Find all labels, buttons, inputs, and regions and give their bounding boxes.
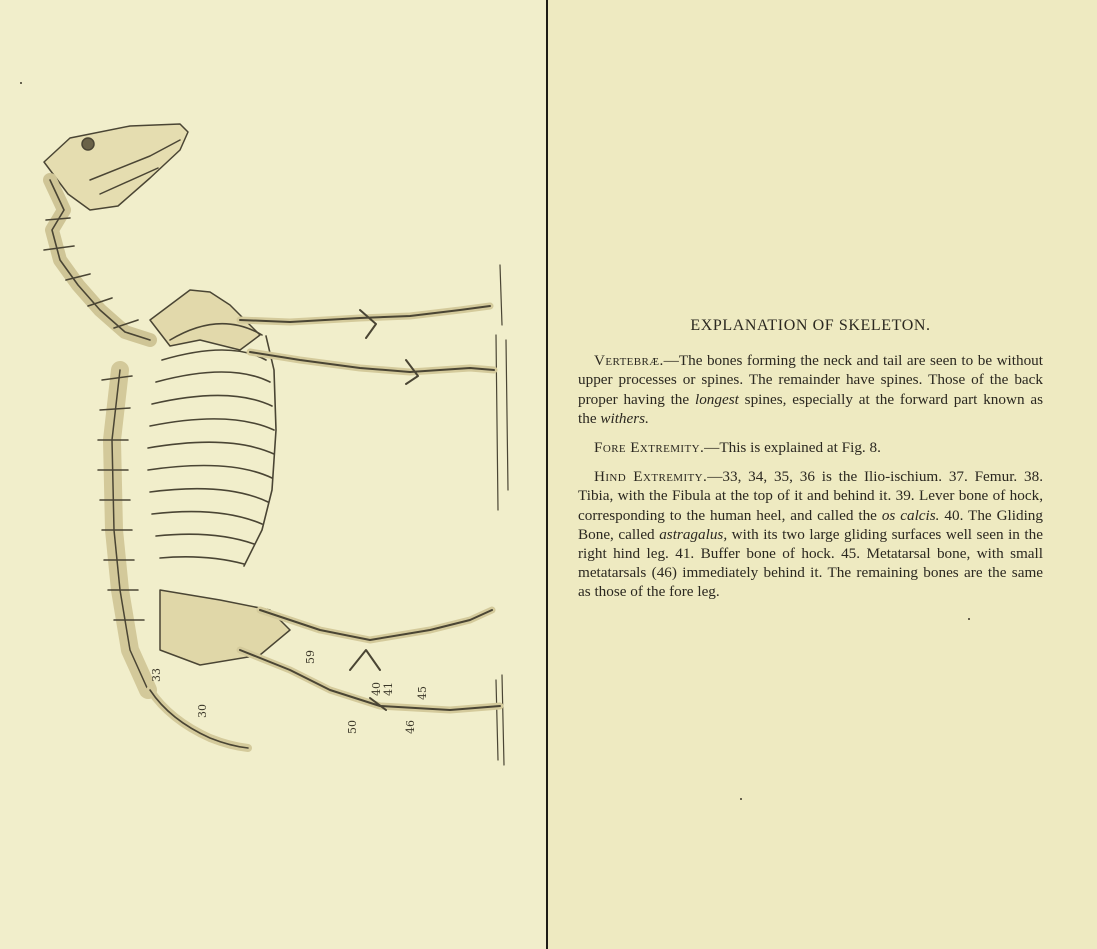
paragraph-hind-extremity xyxy=(578,467,1043,601)
paragraph-text: with its two large gliding surfaces well seen in the right hind leg. 41. Buffer bone of hock. 45. Metatarsal bone, with small metatarsals (46) immediately behind it. The remaining bones are the same as those of the fore leg. xyxy=(578,525,1043,601)
hind-legs xyxy=(160,590,500,710)
paragraph-text: —The bones forming the neck and tail are seen to be without upper processes or spines. The remainder have spines. Those of the back proper having the xyxy=(578,352,1043,408)
explanation-title: EXPLANATION OF SKELETON. xyxy=(690,317,931,334)
explanation-text xyxy=(578,316,1043,612)
left-page xyxy=(0,0,546,949)
bone-label: 30 xyxy=(196,704,209,718)
bone-label: 41 xyxy=(382,682,395,696)
emphasis-text: withers. xyxy=(600,409,649,427)
emphasis-text: longest xyxy=(694,390,739,408)
right-page xyxy=(548,0,1097,949)
ink-speck xyxy=(20,82,22,84)
bone-label: 50 xyxy=(346,720,359,734)
bone-label: 59 xyxy=(304,650,317,664)
spine xyxy=(98,370,148,690)
paragraph-text: spines, especially at the forward part known as the xyxy=(578,390,1043,427)
fore-legs xyxy=(240,306,494,384)
emphasis-text: astragalus, xyxy=(659,525,728,543)
ground-lines xyxy=(496,265,508,765)
paragraph-heading: Hind Extremity. xyxy=(594,468,708,486)
ink-speck xyxy=(968,618,970,620)
bone-label: 45 xyxy=(416,686,429,700)
paragraph-heading: Vertebræ. xyxy=(594,352,664,370)
rib-cage xyxy=(148,324,276,566)
ink-speck xyxy=(740,798,742,800)
paragraph-text: —33, 34, 35, 36 is the Ilio-ischium. 37. Femur. 38. Tibia, with the Fibula at the top of it and behind it. 39. Lever bone of hock, corresponding to the human heel, and called the xyxy=(578,468,1043,524)
paragraph-heading: Fore Extremity. xyxy=(594,439,705,457)
bone-label: 33 xyxy=(150,668,163,682)
emphasis-text: os calcis. xyxy=(881,506,940,524)
horse-skeleton-figure xyxy=(30,110,520,770)
tail xyxy=(150,690,248,748)
bone-label: 46 xyxy=(404,720,417,734)
bone-label: 40 xyxy=(370,682,383,696)
paragraph-vertebrae xyxy=(578,351,1043,428)
paragraph-fore-extremity xyxy=(578,438,1043,457)
paragraph-text: —This is explained at Fig. 8. xyxy=(704,439,881,457)
paragraph-text: 40. The Gliding Bone, called xyxy=(578,506,1043,543)
